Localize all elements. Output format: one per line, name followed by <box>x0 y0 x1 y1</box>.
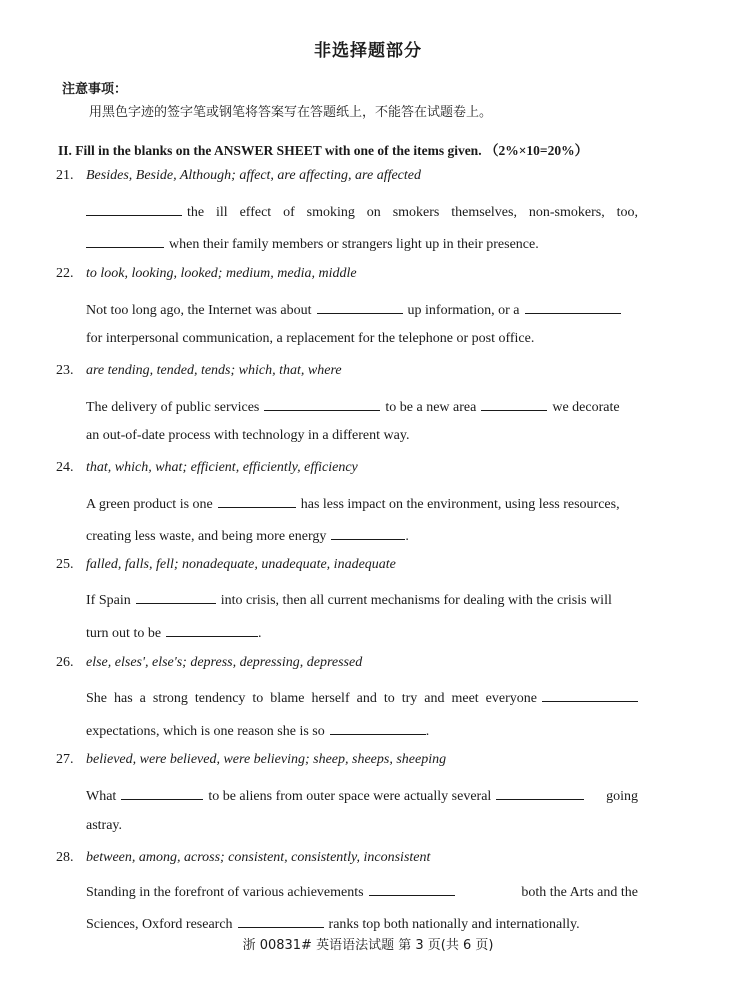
question-number: 21. <box>56 168 74 183</box>
notice-text: 用黑色字迹的签字笔或钢笔将答案写在答题纸上，不能答在试题卷上。 <box>89 105 493 120</box>
question-number: 22. <box>56 266 74 281</box>
question-options: to look, looking, looked; medium, media, middle <box>86 266 357 281</box>
answer-blank <box>496 785 584 800</box>
answer-blank <box>542 687 638 702</box>
question-line: turn out to be . <box>86 622 638 642</box>
question-line: creating less waste, and being more energy . <box>86 525 638 545</box>
question-line: Sciences, Oxford research ranks top both nationally and internationally. <box>86 913 638 933</box>
question-number: 25. <box>56 557 74 572</box>
question-options: falled, falls, fell; nonadequate, unadequate, inadequate <box>86 557 396 572</box>
answer-blank <box>317 299 403 314</box>
answer-blank <box>330 720 426 735</box>
answer-blank <box>331 525 405 540</box>
answer-blank <box>86 201 182 216</box>
answer-blank <box>264 396 380 411</box>
question-line: Standing in the forefront of various achievements both the Arts and the <box>86 881 638 901</box>
answer-blank <box>369 881 455 896</box>
answer-blank <box>166 622 258 637</box>
question-line: the ill effect of smoking on smokers themselves, non-smokers, too, <box>86 201 638 221</box>
question-line: for interpersonal communication, a replacement for the telephone or post office. <box>86 331 535 346</box>
question-number: 28. <box>56 850 74 865</box>
section-title: 非选择题部分 <box>314 41 422 61</box>
answer-blank <box>218 493 296 508</box>
question-line: an out-of-date process with technology in a different way. <box>86 428 410 443</box>
question-line: Not too long ago, the Internet was about up information, or a <box>86 299 638 319</box>
answer-blank <box>136 589 216 604</box>
answer-blank <box>238 913 324 928</box>
question-line: astray. <box>86 818 123 833</box>
question-options: Besides, Beside, Although; affect, are affecting, are affected <box>86 168 422 183</box>
question-line: when their family members or strangers light up in their presence. <box>86 233 638 253</box>
question-line: expectations, which is one reason she is so . <box>86 720 638 740</box>
question-line: If Spain into crisis, then all current mechanisms for dealing with the crisis will <box>86 589 638 609</box>
question-number: 26. <box>56 655 74 670</box>
page-footer: 浙 00831# 英语语法试题 第 3 页(共 6 页) <box>242 938 494 953</box>
question-options: else, elses', else's; depress, depressing, depressed <box>86 655 363 670</box>
question-line: The delivery of public services to be a new area we decorate <box>86 396 638 416</box>
answer-blank <box>86 233 164 248</box>
question-options: between, among, across; consistent, consistently, inconsistent <box>86 850 431 865</box>
question-options: are tending, tended, tends; which, that, where <box>86 363 342 378</box>
section-instruction: II. Fill in the blanks on the ANSWER SHEET with one of the items given. （2%×10=20%） <box>58 143 589 158</box>
answer-blank <box>525 299 621 314</box>
question-number: 27. <box>56 752 74 767</box>
question-line: What to be aliens from outer space were actually several going <box>86 785 638 805</box>
question-options: that, which, what; efficient, efficiently, efficiency <box>86 460 358 475</box>
notice-label: 注意事项： <box>62 82 128 97</box>
answer-blank <box>481 396 547 411</box>
question-number: 23. <box>56 363 74 378</box>
question-line: She has a strong tendency to blame herself and to try and meet everyone <box>86 687 638 707</box>
question-number: 24. <box>56 460 74 475</box>
answer-blank <box>121 785 203 800</box>
question-options: believed, were believed, were believing; sheep, sheeps, sheeping <box>86 752 447 767</box>
question-line: A green product is one has less impact on the environment, using less resources, <box>86 493 638 513</box>
